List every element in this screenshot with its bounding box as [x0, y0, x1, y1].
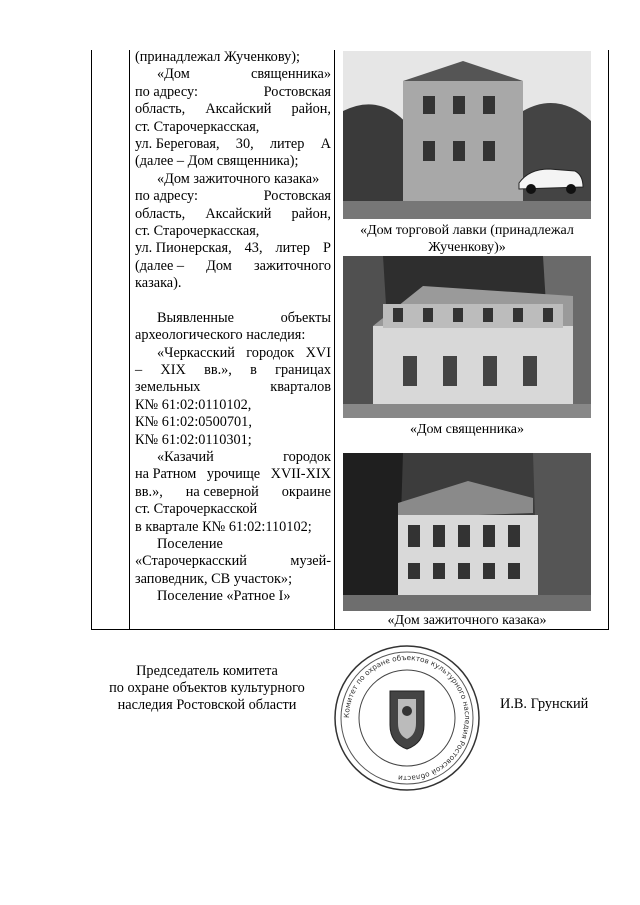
text-line [135, 84, 331, 101]
word: урочище [206, 466, 261, 483]
signatory-title-line: наследия Ростовской области [117, 697, 297, 713]
text-line [135, 206, 331, 223]
word: вв.», [204, 362, 232, 379]
text-line [135, 484, 331, 501]
text-line [135, 379, 331, 396]
text-line [135, 240, 331, 257]
text-line [135, 449, 331, 466]
word: Аксайский [205, 205, 272, 222]
word: на северной [185, 483, 259, 500]
word: ул. Пионерская, [135, 240, 232, 257]
text-line: Поселение [157, 535, 223, 552]
word: «Казачий [157, 448, 214, 465]
caption-line: «Дом священника» [410, 422, 524, 437]
caption-line: «Дом зажиточного казака» [387, 613, 547, 628]
photo-priest-house [343, 256, 591, 418]
word: зажиточного [253, 257, 331, 274]
caption-shop-house [340, 222, 594, 256]
svg-text:Комитет по охране объектов кул: Комитет по охране объектов культурного наследия Ростовской области [341, 652, 473, 784]
text-line [135, 292, 331, 309]
word: объекты [280, 309, 331, 326]
word: – [135, 362, 143, 379]
word: «Дом [157, 66, 190, 83]
signatory-title-line: по охране объектов культурного [109, 680, 305, 696]
text-line [135, 188, 331, 205]
word: район, [291, 101, 331, 118]
photo-cossack-house [343, 453, 591, 611]
official-seal [332, 643, 482, 798]
text-line: ст. Старочеркасская, [135, 118, 260, 135]
text-line [135, 553, 331, 570]
caption-cossack-house [340, 612, 594, 629]
text-line: ст. Старочеркасской [135, 501, 258, 518]
word: земельных [135, 379, 201, 396]
text-line [135, 66, 331, 83]
table-divider-2 [334, 50, 335, 630]
word: Дом [206, 257, 232, 274]
word: (далее – [135, 257, 185, 274]
word: Р [323, 240, 331, 257]
table-border-bottom [91, 629, 609, 630]
caption-priest-house [340, 421, 594, 438]
text-line: «Дом зажиточного казака» [157, 170, 320, 187]
word: по адресу: [135, 83, 198, 100]
text-line [135, 466, 331, 483]
text-line: археологического наследия: [135, 327, 306, 344]
word: А [320, 135, 331, 152]
word: городок [283, 448, 331, 465]
object-description-text [135, 49, 331, 606]
text-line: (далее – Дом священника); [135, 153, 299, 170]
text-line [135, 101, 331, 118]
word: на Ратном [135, 466, 197, 483]
table-border-right [608, 50, 609, 630]
word: музей- [290, 553, 331, 570]
caption-line: «Дом торговой лавки (принадлежал [360, 223, 574, 238]
photo-shop-house [343, 51, 591, 219]
text-line: (принадлежал Жученкову); [135, 49, 300, 65]
word: литер [269, 135, 305, 152]
word: XIX [160, 362, 186, 379]
table-border-left [91, 50, 92, 630]
word: по адресу: [135, 188, 198, 205]
word: литер [275, 240, 311, 257]
text-line: К№ 61:02:0110102, [135, 396, 252, 413]
word: 30, [235, 135, 254, 152]
text-line: К№ 61:02:0110301; [135, 431, 252, 448]
text-line: в квартале К№ 61:02:110102; [135, 518, 312, 535]
caption-line: Жученкову)» [428, 240, 506, 255]
text-line [135, 258, 331, 275]
word: вв.», [135, 483, 163, 500]
word: область, [135, 101, 186, 118]
word: кварталов [270, 379, 331, 396]
text-line [135, 136, 331, 153]
text-line [135, 362, 331, 379]
word: район, [291, 205, 331, 222]
word: «Старочеркасский [135, 553, 247, 570]
word: XVII-XIX [270, 466, 331, 483]
text-line: казака). [135, 275, 182, 292]
word: область, [135, 205, 186, 222]
signatory-name: И.В. Грунский [500, 696, 589, 712]
word: Ростовская [263, 188, 331, 205]
text-line [135, 310, 331, 327]
signatory-title-line: Председатель комитета [136, 663, 278, 679]
word: XVI [305, 344, 331, 361]
word: в [250, 362, 257, 379]
text-line: заповедник, СВ участок»; [135, 570, 293, 587]
text-line: Поселение «Ратное I» [157, 588, 291, 605]
word: окраине [281, 483, 331, 500]
word: границах [275, 362, 331, 379]
word: Выявленные [157, 309, 235, 326]
text-line [135, 345, 331, 362]
word: 43, [244, 240, 263, 257]
word: городок [246, 344, 295, 361]
signatory-title [72, 663, 342, 714]
word: Ростовская [263, 83, 331, 100]
word: Аксайский [205, 101, 272, 118]
word: священника» [250, 66, 331, 83]
word: «Черкасский [157, 344, 235, 361]
word: ул. Береговая, [135, 135, 220, 152]
table-divider-1 [129, 50, 130, 630]
text-line: К№ 61:02:0500701, [135, 414, 252, 431]
text-line: ст. Старочеркасская, [135, 222, 260, 239]
